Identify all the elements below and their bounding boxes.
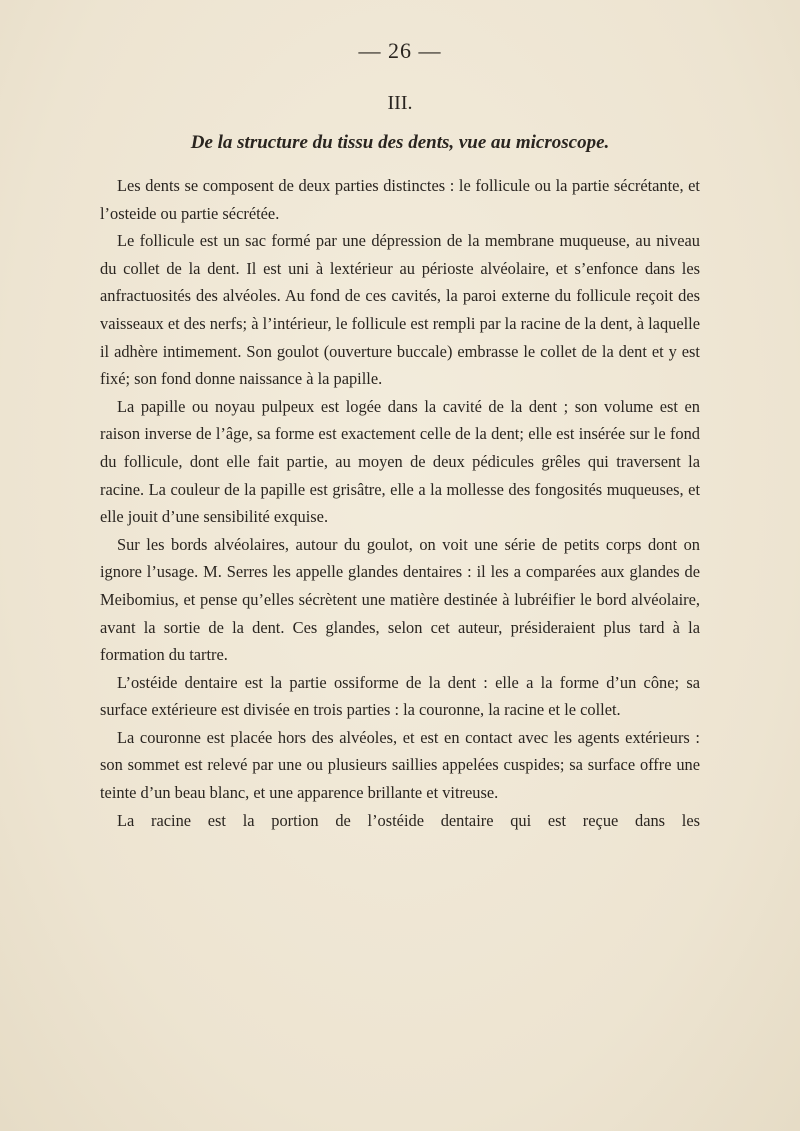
page-number: — 26 — [358,38,442,63]
paragraph: La racine est la portion de l’ostéide dentaire qui est reçue dans les [117,810,700,830]
chapter-number: III. [387,92,413,114]
paragraph: Sur les bords alvéolaires, autour du goulot, on voit une série de petits corps dont on ignore l’usage. M. Serres les appelle glandes dentaires : il les a comparées aux glandes de Meibomius, et pense qu’elles sécrètent une matière destinée à lubréifier le bord alvéolaire, avant la sortie de la dent. Ces glandes, selon cet auteur, présideraient plus tard à la formation du tartre. [100,534,700,665]
section-title: De la structure du tissu des dents, vue au microscope. [190,132,610,153]
paragraph: L’ostéide dentaire est la partie ossiforme de la dent : elle a la forme d’un cône; sa surface extérieure est divisée en trois parties : la couronne, la racine et le collet. [100,672,700,720]
body-text [100,172,700,834]
paragraph: La papille ou noyau pulpeux est logée dans la cavité de la dent ; son volume est en raison inverse de l’âge, sa forme est exactement celle de la dent; elle est insérée sur le fond du follicule, dont elle fait partie, au moyen de deux pédicules grêles qui traversent la racine. La couleur de la papille est grisâtre, elle a la mollesse des fongosités muqueuses, et elle jouit d’une sensibilité exquise. [100,396,700,527]
paragraph: La couronne est placée hors des alvéoles, et est en contact avec les agents extérieurs : son sommet est relevé par une ou plusieurs saillies appelées cuspides; sa surface offre une teinte d’un beau blanc, et une apparence brillante et vitreuse. [100,727,700,803]
paragraph: Le follicule est un sac formé par une dépression de la membrane muqueuse, au niveau du collet de la dent. Il est uni à lextérieur au périoste alvéolaire, et s’enfonce dans les anfractuosités des alvéoles. Au fond de ces cavités, la paroi externe du follicule reçoit des vaisseaux et des nerfs; à l’intérieur, le follicule est rempli par la racine de la dent, à laquelle il adhère intimement. Son goulot (ouverture buccale) embrasse le collet de la dent et y est fixé; son fond donne naissance à la papille. [100,231,700,389]
paragraph: Les dents se composent de deux parties distinctes : le follicule ou la partie sécrétante, et l’osteide ou partie sécrétée. [100,176,700,223]
